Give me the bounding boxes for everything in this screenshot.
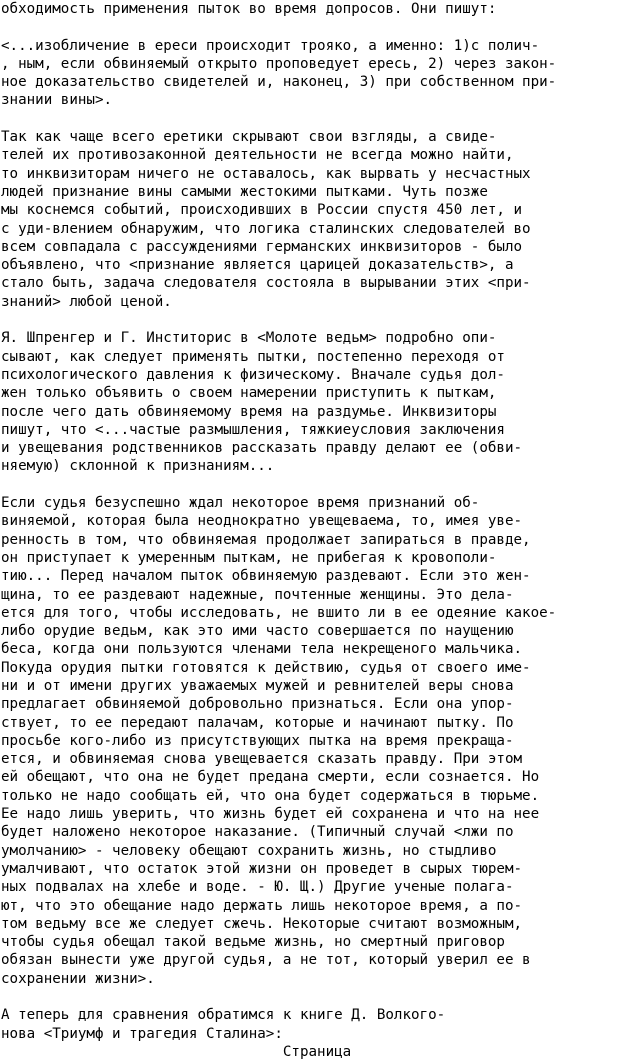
- text-line: Если судья безуспешно ждал некоторое время признаний об-: [1, 495, 480, 512]
- text-line: Я. Шпренгер и Г. Инститорис в <Молоте ведьм> подробно опи-: [1, 330, 497, 347]
- text-line: , ным, если обвиняемый открыто проповедует ересь, 2) через закон-: [1, 55, 557, 72]
- text-line: предлагает обвиняемой добровольно признаться. Если она упор-: [1, 696, 514, 713]
- text-line: чтобы судья обещал такой ведьме жизнь, но смертный приговор: [1, 934, 505, 951]
- text-line: будет наложено некоторое наказание. (Типичный случай <лжи по: [1, 824, 514, 841]
- text-line: он приступает к умеренным пыткам, не прибегая к кровополи-: [1, 549, 497, 566]
- text-line: няемую) склонной к признаниям...: [1, 458, 275, 475]
- text-line: психологического давления к физическому. Вначале судья дол-: [1, 366, 505, 383]
- text-line: либо орудие ведьм, как это ими часто совершается по наущению: [1, 623, 514, 640]
- text-line: Покуда орудия пытки готовятся к действию, судья от своего име-: [1, 659, 531, 676]
- text-line: пишут, что <...частые размышления, тяжкиеусловия заключения: [1, 421, 505, 438]
- text-line: ных подвалах на хлебе и воде. - Ю. Щ.) Другие ученые полага-: [1, 879, 514, 896]
- text-line: только не надо сообщать ей, что она будет содержаться в тюрьме.: [1, 787, 540, 804]
- text-line: сохранении жизни>.: [1, 970, 155, 987]
- text-line: стало быть, задача следователя состояла в вырывании этих <при-: [1, 275, 531, 292]
- blank-line: [1, 18, 556, 36]
- text-line: и увещевания родственников рассказать правду делают ее (обви-: [1, 440, 523, 457]
- text-line: мы коснемся событий, происходивших в России спустя 450 лет, и: [1, 202, 523, 219]
- blank-line: [1, 476, 556, 494]
- text-line: ни и от имени других уважаемых мужей и ревнителей веры снова: [1, 677, 514, 694]
- text-line: всем совпадала с рассуждениями германских инквизиторов - было: [1, 238, 523, 255]
- text-line: том ведьму все же следует сжечь. Некоторые считают возможным,: [1, 915, 523, 932]
- text-line: ется для того, чтобы исследовать, не вшито ли в ее одеяние какое-: [1, 604, 557, 621]
- text-line: то инквизиторам ничего не оставалось, как вырвать у несчастных: [1, 165, 531, 182]
- text-line: беса, когда они пользуются членами тела некрещеного мальчика.: [1, 641, 523, 658]
- text-line: ется, и обвиняемая снова увещевается сказать правду. При этом: [1, 751, 523, 768]
- text-line: знаний> любой ценой.: [1, 293, 172, 310]
- page-footer-label: Страница: [1, 1043, 352, 1060]
- text-line: просьбе кого-либо из присутствующих пытка на время прекраща-: [1, 732, 514, 749]
- text-line: Ее надо лишь уверить, что жизнь будет ей сохранена и что на нее: [1, 806, 540, 823]
- text-line: ют, что это обещание надо держать лишь некоторое время, а по-: [1, 897, 523, 914]
- text-line: с уди-влением обнаружим, что логика сталинских следователей во: [1, 220, 531, 237]
- text-line: обходимость применения пыток во время допросов. Они пишут:: [1, 1, 497, 17]
- text-line: виняемой, которая была неоднократно увещеваема, то, имея уве-: [1, 513, 523, 530]
- text-line: объявлено, что <признание является царицей доказательств>, а: [1, 257, 514, 274]
- text-line: тию... Перед началом пыток обвиняемую раздевают. Если это жен-: [1, 568, 531, 585]
- text-line: ствует, то ее передают палачам, которые и начинают пытку. По: [1, 714, 514, 731]
- text-line: ренность в том, что обвиняемая продолжает запираться в правде,: [1, 531, 531, 548]
- text-line: людей признание вины самыми жестокими пытками. Чуть позже: [1, 183, 488, 200]
- text-line: после чего дать обвиняемому время на раздумье. Инквизиторы: [1, 403, 497, 420]
- blank-line: [1, 311, 556, 329]
- text-line: телей их противозаконной деятельности не всегда можно найти,: [1, 147, 514, 164]
- blank-line: [1, 988, 556, 1006]
- text-line: обязан вынести уже другой судья, а не тот, который уверил ее в: [1, 952, 531, 969]
- text-line: жен только объявить о своем намерении приступить к пыткам,: [1, 385, 497, 402]
- text-line: ей обещают, что она не будет предана смерти, если сознается. Но: [1, 769, 540, 786]
- text-line: нова <Триумф и трагедия Сталина>:: [1, 1025, 283, 1042]
- text-line: умолчанию> - человеку обещают сохранить жизнь, но стыдливо: [1, 842, 497, 859]
- text-line: <...изобличение в ереси происходит трояко, а именно: 1)с полич-: [1, 37, 540, 54]
- text-line: Так как чаще всего еретики скрывают свои взгляды, а свиде-: [1, 129, 497, 146]
- text-line: сывают, как следует применять пытки, постепенно переходя от: [1, 348, 505, 365]
- document-body: [1, 0, 556, 1061]
- text-line: знании вины>.: [1, 92, 113, 109]
- text-line: ное доказательство свидетелей и, наконец, 3) при собственном при-: [1, 74, 557, 91]
- blank-line: [1, 110, 556, 128]
- text-line: щина, то ее раздевают надежные, почтенные женщины. Это дела-: [1, 586, 514, 603]
- text-line: А теперь для сравнения обратимся к книге Д. Волкого-: [1, 1007, 446, 1024]
- text-line: умалчивают, что остаток этой жизни он проведет в сырых тюрем-: [1, 860, 523, 877]
